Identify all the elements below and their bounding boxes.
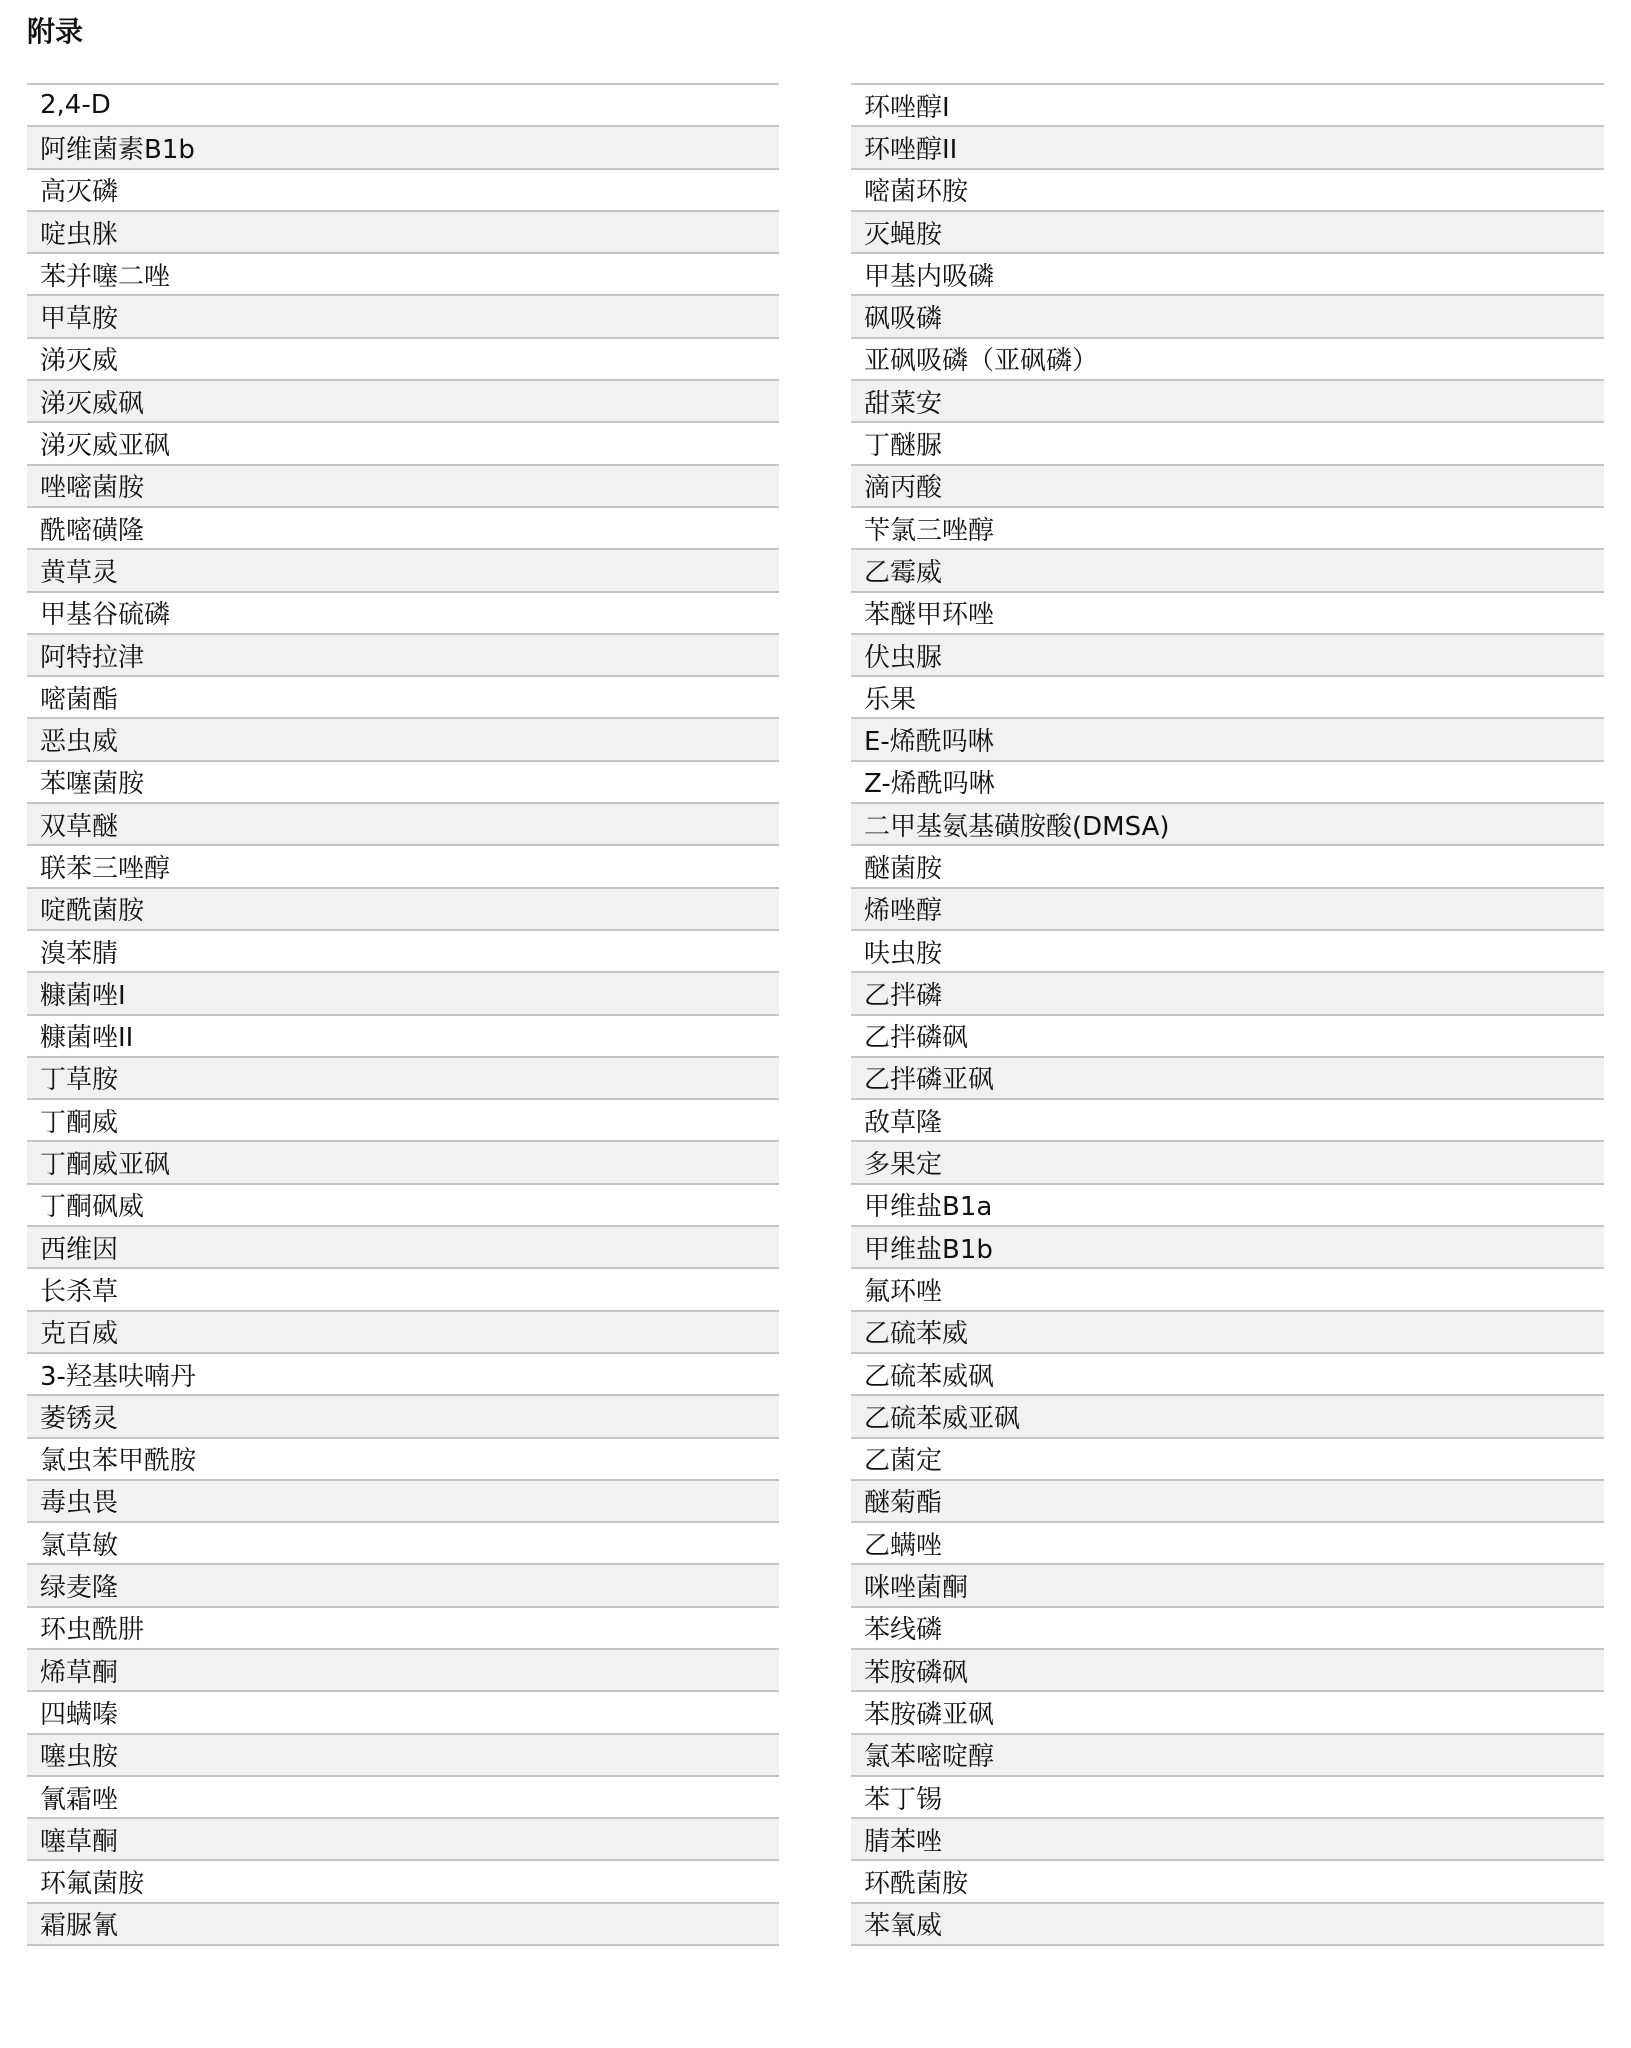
list-item: 砜吸磷 [851, 296, 1604, 338]
list-item: 联苯三唑醇 [27, 846, 779, 888]
list-item: 腈苯唑 [851, 1819, 1604, 1861]
list-item: 敌草隆 [851, 1100, 1604, 1142]
list-item: 氟环唑 [851, 1269, 1604, 1311]
list-item: 甲基内吸磷 [851, 254, 1604, 296]
list-item: 3-羟基呋喃丹 [27, 1354, 779, 1396]
list-item: 甜菜安 [851, 381, 1604, 423]
list-item: 氯虫苯甲酰胺 [27, 1439, 779, 1481]
list-item: 嘧菌酯 [27, 677, 779, 719]
list-item: 氯草敏 [27, 1523, 779, 1565]
list-item: 苄氯三唑醇 [851, 508, 1604, 550]
list-item: 绿麦隆 [27, 1565, 779, 1607]
list-item: 咪唑菌酮 [851, 1565, 1604, 1607]
list-item: E-烯酰吗啉 [851, 719, 1604, 761]
list-item: 滴丙酸 [851, 466, 1604, 508]
list-item: 丁酮砜威 [27, 1185, 779, 1227]
list-item: 噻草酮 [27, 1819, 779, 1861]
list-item: 多果定 [851, 1142, 1604, 1184]
list-item: 甲基谷硫磷 [27, 593, 779, 635]
list-item: 啶酰菌胺 [27, 889, 779, 931]
list-item: 烯草酮 [27, 1650, 779, 1692]
list-item: 灭蝇胺 [851, 212, 1604, 254]
list-item: 溴苯腈 [27, 931, 779, 973]
list-item: 嘧菌环胺 [851, 170, 1604, 212]
list-item: 酰嘧磺隆 [27, 508, 779, 550]
left-column-list [27, 83, 779, 1946]
list-item: 苯线磷 [851, 1608, 1604, 1650]
list-item: 氰霜唑 [27, 1777, 779, 1819]
list-item: 苯并噻二唑 [27, 254, 779, 296]
list-item: 环酰菌胺 [851, 1861, 1604, 1903]
list-item: 涕灭威亚砜 [27, 423, 779, 465]
list-item: 毒虫畏 [27, 1481, 779, 1523]
list-item: 恶虫威 [27, 719, 779, 761]
list-item: 乐果 [851, 677, 1604, 719]
list-item: 丁醚脲 [851, 423, 1604, 465]
list-item: 甲草胺 [27, 296, 779, 338]
list-item: 糠菌唑I [27, 973, 779, 1015]
list-item: 乙硫苯威砜 [851, 1354, 1604, 1396]
list-item: 噻虫胺 [27, 1735, 779, 1777]
list-item: 乙螨唑 [851, 1523, 1604, 1565]
list-item: 甲维盐B1b [851, 1227, 1604, 1269]
list-item: 呋虫胺 [851, 931, 1604, 973]
list-item: Z-烯酰吗啉 [851, 762, 1604, 804]
list-item: 唑嘧菌胺 [27, 466, 779, 508]
list-item: 丁酮威 [27, 1100, 779, 1142]
list-item: 苯胺磷亚砜 [851, 1692, 1604, 1734]
list-item: 烯唑醇 [851, 889, 1604, 931]
list-item: 长杀草 [27, 1269, 779, 1311]
list-item: 高灭磷 [27, 170, 779, 212]
list-item: 醚菌胺 [851, 846, 1604, 888]
list-item: 乙硫苯威 [851, 1312, 1604, 1354]
list-item: 环唑醇II [851, 127, 1604, 169]
list-item: 苯胺磷砜 [851, 1650, 1604, 1692]
list-item: 啶虫脒 [27, 212, 779, 254]
list-item: 双草醚 [27, 804, 779, 846]
list-item: 四螨嗪 [27, 1692, 779, 1734]
list-item: 苯氧威 [851, 1904, 1604, 1946]
list-item: 苯醚甲环唑 [851, 593, 1604, 635]
list-item: 西维因 [27, 1227, 779, 1269]
list-item: 涕灭威 [27, 339, 779, 381]
list-item: 乙硫苯威亚砜 [851, 1396, 1604, 1438]
right-column-list [851, 83, 1604, 1946]
list-item: 二甲基氨基磺胺酸(DMSA) [851, 804, 1604, 846]
list-item: 伏虫脲 [851, 635, 1604, 677]
list-item: 苯丁锡 [851, 1777, 1604, 1819]
list-item: 阿特拉津 [27, 635, 779, 677]
list-item: 丁酮威亚砜 [27, 1142, 779, 1184]
list-item: 丁草胺 [27, 1058, 779, 1100]
list-item: 霜脲氰 [27, 1904, 779, 1946]
list-item: 乙霉威 [851, 550, 1604, 592]
list-item: 甲维盐B1a [851, 1185, 1604, 1227]
list-item: 乙拌磷 [851, 973, 1604, 1015]
list-item: 乙菌定 [851, 1439, 1604, 1481]
list-item: 涕灭威砜 [27, 381, 779, 423]
list-item: 乙拌磷亚砜 [851, 1058, 1604, 1100]
list-item: 苯噻菌胺 [27, 762, 779, 804]
list-item: 2,4-D [27, 85, 779, 127]
list-item: 糠菌唑II [27, 1016, 779, 1058]
list-item: 萎锈灵 [27, 1396, 779, 1438]
list-item: 环氟菌胺 [27, 1861, 779, 1903]
list-item: 环唑醇I [851, 85, 1604, 127]
list-item: 氯苯嘧啶醇 [851, 1735, 1604, 1777]
list-item: 乙拌磷砜 [851, 1016, 1604, 1058]
list-item: 黄草灵 [27, 550, 779, 592]
list-item: 醚菊酯 [851, 1481, 1604, 1523]
list-item: 亚砜吸磷（亚砜磷） [851, 339, 1604, 381]
list-item: 阿维菌素B1b [27, 127, 779, 169]
list-item: 环虫酰肼 [27, 1608, 779, 1650]
list-item: 克百威 [27, 1312, 779, 1354]
page-title: 附录 [27, 15, 84, 48]
